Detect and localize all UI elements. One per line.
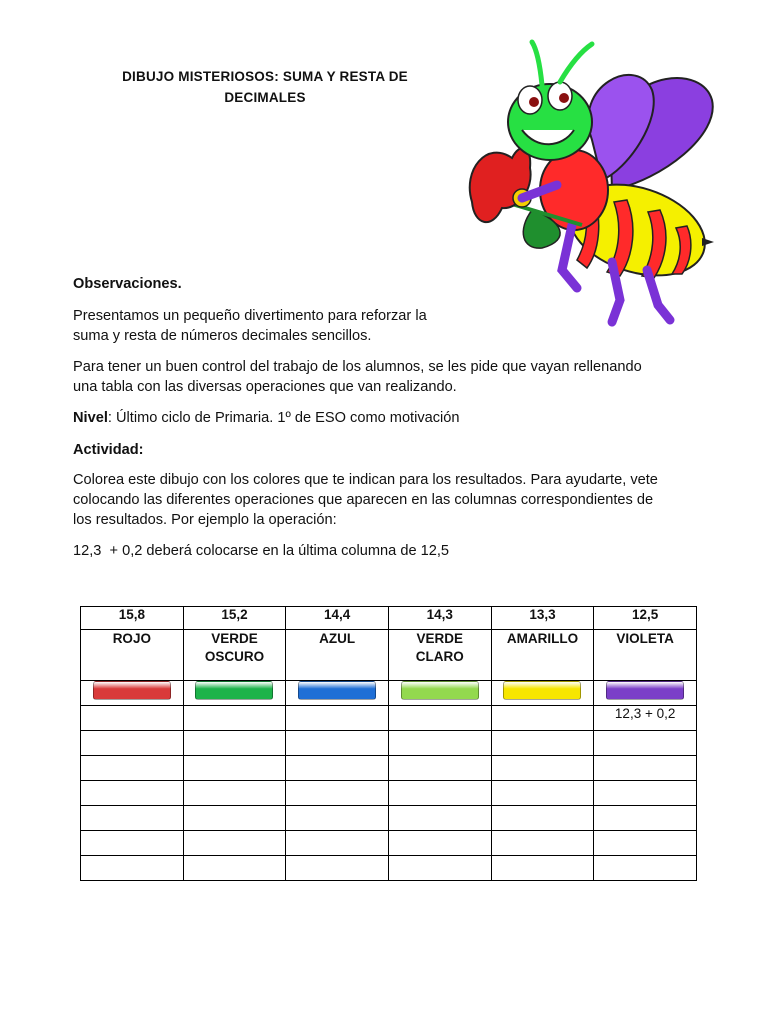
operation-cell[interactable] [81, 806, 184, 831]
paragraph-intro-line-2: suma y resta de números decimales sencillos. [73, 328, 372, 344]
color-name-cell [388, 630, 491, 681]
operation-cell[interactable] [491, 856, 594, 881]
operation-cell[interactable] [286, 856, 389, 881]
operation-cell[interactable] [81, 831, 184, 856]
operation-cell[interactable] [183, 781, 286, 806]
entry-rows [81, 706, 697, 881]
color-name: VERDE [416, 631, 464, 646]
table-row [81, 756, 697, 781]
results-header-row [81, 607, 697, 630]
operation-cell[interactable] [594, 806, 697, 831]
title-line-1: DIBUJO MISTERIOSOS: SUMA Y RESTA DE [122, 69, 408, 84]
bee-antenna-left [532, 42, 542, 85]
paragraph-activity-line-3: los resultados. Por ejemplo la operación: [73, 512, 337, 528]
example-line: 12,3 + 0,2 deberá colocarse en la última columna de 12,5 [73, 543, 450, 559]
bee-illustration [462, 30, 722, 330]
paragraph-control-line-2: una tabla con las diversas operaciones que van realizando. [73, 379, 457, 395]
operation-cell[interactable] [491, 706, 594, 731]
paragraph-intro [73, 306, 427, 346]
color-name: ROJO [112, 631, 151, 646]
operation-cell[interactable] [81, 856, 184, 881]
bee-leg-3 [647, 270, 670, 320]
operation-cell[interactable] [491, 831, 594, 856]
color-swatch-verde-oscuro [195, 681, 273, 700]
operation-cell[interactable] [388, 756, 491, 781]
operation-cell[interactable] [81, 731, 184, 756]
result-header: 13,3 [491, 607, 594, 630]
table-row [81, 856, 697, 881]
result-header: 14,3 [388, 607, 491, 630]
observaciones-heading: Observaciones. [73, 276, 182, 292]
color-swatch-amarillo [503, 681, 581, 700]
result-header: 14,4 [286, 607, 389, 630]
operation-cell[interactable] [491, 756, 594, 781]
color-name-cell [81, 630, 184, 681]
operation-cell[interactable] [286, 756, 389, 781]
operation-cell[interactable] [388, 706, 491, 731]
operation-cell[interactable] [81, 756, 184, 781]
flower-petals [470, 148, 531, 222]
nivel-label: Nivel [73, 410, 108, 426]
bee-pupil-left [529, 97, 539, 107]
operation-cell[interactable] [594, 856, 697, 881]
operation-cell[interactable] [388, 831, 491, 856]
color-swatch-violeta [606, 681, 684, 700]
swatch-row [81, 681, 697, 706]
table-row [81, 806, 697, 831]
table-row [81, 706, 697, 731]
title-line-2: DECIMALES [224, 90, 306, 105]
operation-cell[interactable] [388, 856, 491, 881]
paragraph-activity [73, 470, 658, 530]
actividad-heading: Actividad: [73, 442, 144, 458]
color-name-cell [491, 630, 594, 681]
table-row [81, 731, 697, 756]
operation-cell[interactable] [594, 731, 697, 756]
swatch-cell [491, 681, 594, 706]
result-header: 15,2 [183, 607, 286, 630]
operations-table [80, 606, 697, 881]
result-header: 12,5 [594, 607, 697, 630]
color-name-extra: OSCURO [204, 649, 265, 664]
operation-cell[interactable] [594, 756, 697, 781]
swatch-cell [183, 681, 286, 706]
paragraph-control [73, 357, 642, 397]
operation-cell[interactable] [594, 781, 697, 806]
operation-cell[interactable] [388, 806, 491, 831]
paragraph-control-line-1: Para tener un buen control del trabajo de los alumnos, se les pide que vayan rellenando [73, 359, 642, 375]
document-title [90, 66, 440, 108]
color-name: VERDE [211, 631, 258, 646]
swatch-cell [388, 681, 491, 706]
color-name: VIOLETA [616, 631, 674, 646]
paragraph-intro-line-1: Presentamos un pequeño divertimento para reforzar la [73, 308, 427, 324]
operation-cell[interactable] [286, 831, 389, 856]
operation-cell[interactable] [286, 731, 389, 756]
operation-cell[interactable] [183, 831, 286, 856]
operation-cell[interactable] [286, 706, 389, 731]
color-name: AMARILLO [506, 631, 579, 646]
result-header: 15,8 [81, 607, 184, 630]
bee-antenna-right [560, 44, 592, 82]
color-swatch-azul [298, 681, 376, 700]
color-name: AZUL [319, 631, 356, 646]
operation-cell[interactable] [286, 806, 389, 831]
nivel-line [73, 408, 460, 428]
paragraph-activity-line-2: colocando las diferentes operaciones que aparecen en las columnas correspondientes de [73, 492, 654, 508]
color-swatch-verde-claro [401, 681, 479, 700]
table-row [81, 831, 697, 856]
paragraph-activity-line-1: Colorea este dibujo con los colores que te indican para los resultados. Para ayudarte, vete [73, 472, 658, 488]
bee-stinger [702, 238, 714, 246]
operation-cell[interactable] [491, 781, 594, 806]
operation-cell[interactable] [388, 781, 491, 806]
color-swatch-rojo [93, 681, 171, 700]
color-name-extra: CLARO [415, 649, 464, 664]
color-names-row [81, 630, 697, 681]
operation-cell[interactable] [81, 781, 184, 806]
color-name-cell [286, 630, 389, 681]
nivel-text: : Último ciclo de Primaria. 1º de ESO como motivación [107, 410, 460, 426]
operation-cell[interactable] [183, 856, 286, 881]
operation-cell[interactable] [491, 731, 594, 756]
operation-cell[interactable] [183, 706, 286, 731]
color-name-cell [183, 630, 286, 681]
operation-cell[interactable]: 12,3 + 0,2 [594, 706, 697, 731]
swatch-cell [594, 681, 697, 706]
swatch-cell [81, 681, 184, 706]
operation-cell[interactable] [594, 831, 697, 856]
bee-pupil-right [559, 93, 569, 103]
operation-cell[interactable] [183, 806, 286, 831]
color-name-cell [594, 630, 697, 681]
operation-cell[interactable] [183, 756, 286, 781]
operation-cell[interactable] [491, 806, 594, 831]
swatch-cell [286, 681, 389, 706]
table-row [81, 781, 697, 806]
operation-cell[interactable] [388, 731, 491, 756]
operation-cell[interactable] [183, 731, 286, 756]
operation-cell[interactable] [81, 706, 184, 731]
operation-cell[interactable] [286, 781, 389, 806]
